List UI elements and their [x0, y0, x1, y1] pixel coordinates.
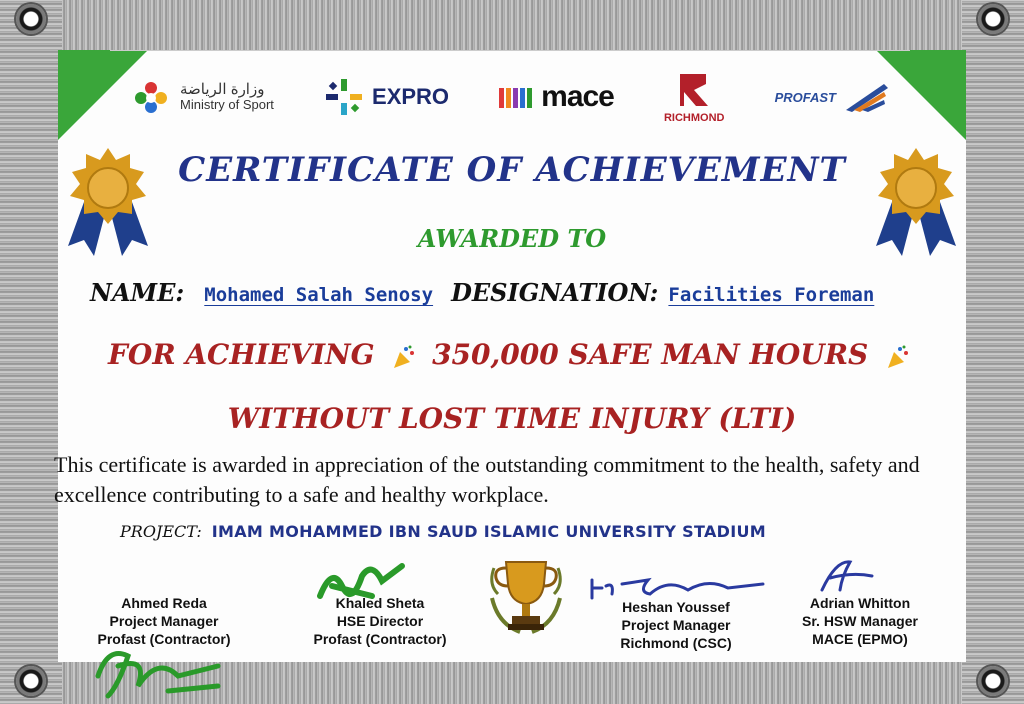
name-value: Mohamed Salah Senosy	[204, 284, 434, 306]
signatory-name: Adrian Whitton	[809, 595, 911, 611]
signatory-role: Project Manager	[621, 617, 731, 633]
signatory-1	[84, 594, 244, 648]
mace-name: mace	[541, 80, 614, 113]
signatory-name: Heshan Youssef	[622, 599, 730, 615]
signatory-role: Project Manager	[109, 613, 219, 629]
signatory-org: Profast (Contractor)	[313, 631, 447, 647]
rivet-icon	[978, 4, 1008, 34]
signatory-org: Richmond (CSC)	[620, 635, 732, 651]
expro-logo	[324, 77, 449, 117]
achievement-line-1	[0, 338, 1024, 371]
name-designation-line	[90, 278, 950, 307]
signatory-4	[780, 594, 940, 648]
designation-value: Facilities Foreman	[668, 284, 875, 306]
ministry-name-ar: وزارة الرياضة	[180, 80, 265, 98]
profast-name: PROFAST	[774, 89, 836, 105]
name-label: NAME:	[90, 278, 185, 307]
awarded-to-heading: AWARDED TO	[417, 224, 607, 253]
signatory-role: Sr. HSW Manager	[802, 613, 918, 629]
richmond-name: RICHMOND	[663, 112, 725, 124]
signatory-role: HSE Director	[336, 613, 424, 629]
project-value: IMAM MOHAMMED IBN SAUD ISLAMIC UNIVERSITY STADIUM	[211, 522, 766, 541]
richmond-logo	[664, 70, 725, 124]
sponsor-logos	[130, 58, 890, 136]
signatory-org: Profast (Contractor)	[97, 631, 231, 647]
expro-name: EXPRO	[372, 84, 450, 109]
signatory-name: Khaled Sheta	[335, 595, 425, 611]
achievement-hours: 350,000 SAFE MAN HOURS	[432, 338, 869, 371]
ministry-of-sport-logo	[130, 76, 274, 118]
signatory-org: MACE (EPMO)	[812, 631, 908, 647]
achievement-line-2: WITHOUT LOST TIME INJURY (LTI)	[227, 402, 797, 435]
mace-logo	[499, 80, 614, 114]
richmond-emblem-icon	[676, 70, 712, 110]
certificate-title: CERTIFICATE OF ACHIEVEMENT	[178, 150, 846, 190]
project-label: PROJECT:	[120, 522, 202, 541]
ministry-name-en: Ministry of Sport	[180, 97, 274, 113]
signatory-2	[300, 594, 460, 648]
certificate-body-text: This certificate is awarded in appreciation of the outstanding commitment to the health, safety and excellence contributing to a safe and healthy workplace.	[54, 452, 920, 507]
signature-adrian-whitton	[812, 556, 882, 594]
achievement-prefix: FOR ACHIEVING	[108, 338, 375, 371]
project-line	[120, 522, 920, 541]
profast-swoosh-icon	[844, 80, 890, 114]
rivet-icon	[978, 666, 1008, 696]
rivet-icon	[16, 4, 46, 34]
signatory-name: Ahmed Reda	[121, 595, 207, 611]
ministry-emblem-icon	[130, 76, 172, 118]
header-divider	[110, 50, 910, 51]
signatory-3	[594, 598, 758, 652]
trophy-icon	[484, 554, 568, 640]
profast-logo	[775, 80, 890, 114]
designation-label: DESIGNATION:	[451, 278, 659, 307]
party-popper-icon	[390, 344, 416, 370]
expro-emblem-icon	[324, 77, 364, 117]
party-popper-icon	[884, 344, 910, 370]
mace-bars-icon	[499, 86, 533, 108]
rivet-icon	[16, 666, 46, 696]
